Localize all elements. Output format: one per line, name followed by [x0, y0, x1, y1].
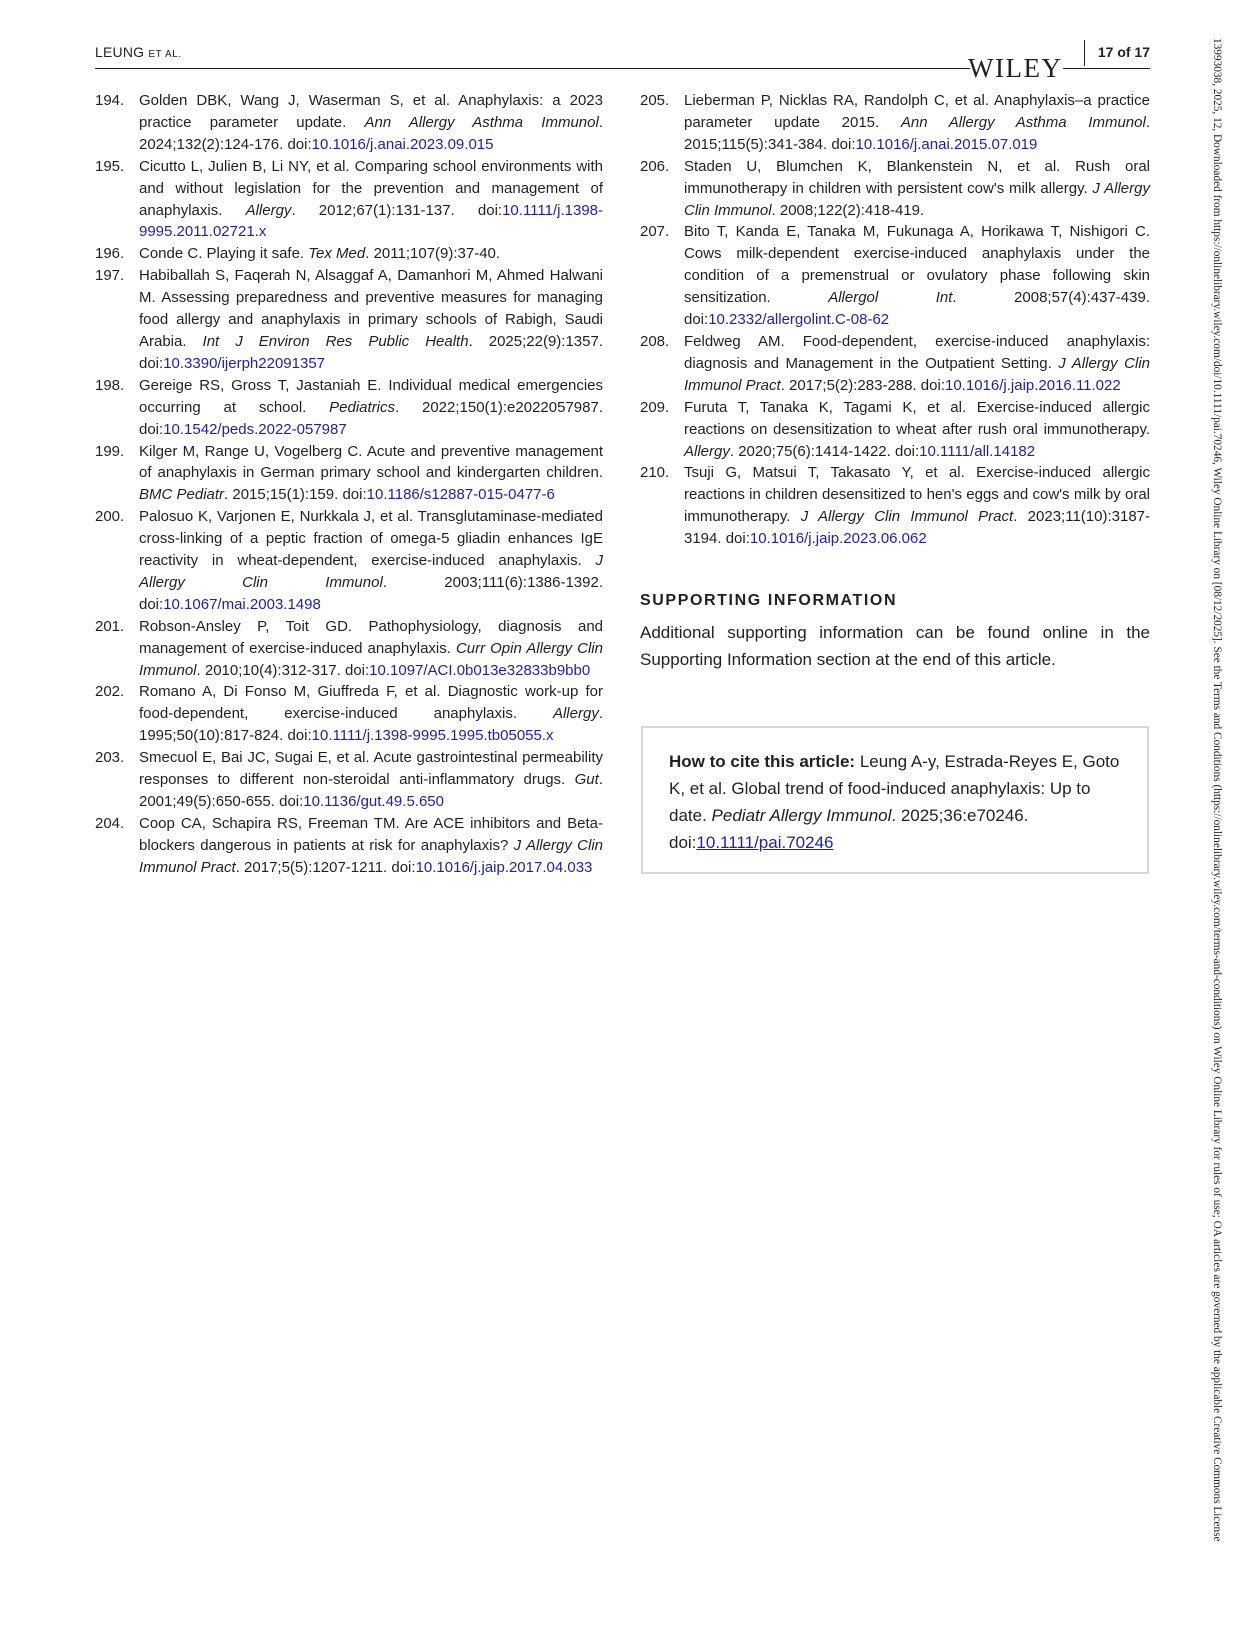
- reference-doi-link[interactable]: 10.2332/allergolint.C-08-62: [708, 311, 890, 329]
- reference-item: [95, 616, 603, 682]
- reference-details: . 2003;111(6):1386-1392. doi:: [139, 573, 603, 613]
- reference-details: . 2015;15(1):159. doi:: [224, 486, 367, 504]
- download-notice: 13993038, 2025, 12, Downloaded from https://onlinelibrary.wiley.com/doi/10.1111/pai.70246, Wiley Online Library on [08/12/2025]. See the Terms and Conditions (https://onlinelibrary.wiley.com/terms-and-conditions) on Wiley Online Library for rules of use; OA articles are governed by the applicable Creative Commons License: [1211, 38, 1223, 1542]
- reference-item: [95, 375, 603, 441]
- citation-text: [669, 748, 1129, 856]
- reference-details: . 1995;50(10):817-824. doi:: [139, 705, 603, 745]
- reference-text: Kilger M, Range U, Vogelberg C. Acute and preventive management of anaphylaxis in German primary school and kindergarten children.: [139, 442, 603, 482]
- reference-details: . 2020;75(6):1414-1422. doi:: [729, 442, 920, 460]
- reference-number: 202.: [95, 683, 125, 701]
- wiley-logo: WILEY: [968, 53, 1063, 83]
- reference-doi-link[interactable]: 10.1016/j.jaip.2016.11.022: [945, 376, 1121, 394]
- citation-label: How to cite this article:: [669, 752, 856, 771]
- reference-number: 195.: [95, 157, 125, 175]
- reference-text: Tsuji G, Matsui T, Takasato Y, et al. Exercise-induced allergic reactions in children desensitized to hen's eggs and cow's milk by oral immunotherapy.: [684, 464, 1150, 526]
- reference-item: [640, 462, 1150, 550]
- reference-doi-link[interactable]: 10.1067/mai.2003.1498: [163, 595, 321, 613]
- reference-text: Conde C. Playing it safe.: [139, 245, 309, 263]
- reference-text: Golden DBK, Wang J, Waserman S, et al. Anaphylaxis: a 2023 practice parameter update.: [139, 92, 603, 131]
- citation-authors: Leung A-y, Estrada-Reyes E, Goto K, et al. Global trend of food-induced anaphylaxis: Up to date.: [669, 752, 1120, 825]
- reference-number: 209.: [640, 398, 670, 416]
- reference-journal: Gut: [574, 771, 599, 789]
- reference-doi-link[interactable]: 10.1111/j.1398-9995.1995.tb05055.x: [311, 727, 554, 745]
- reference-details: . 2017;5(5):1207-1211. doi:: [235, 858, 416, 876]
- supporting-information-text: Additional supporting information can be found online in the Supporting Information section at the end of this article.: [640, 623, 1150, 669]
- citation-journal: Pediatr Allergy Immunol: [711, 806, 892, 825]
- reference-details: . 2010;10(4):312-317. doi:: [196, 661, 370, 679]
- reference-details: . 2017;5(2):283-288. doi:: [780, 376, 945, 394]
- reference-item: [95, 747, 603, 813]
- reference-text: Palosuo K, Varjonen E, Nurkkala J, et al. Transglutaminase-mediated cross-linking of a peptic fraction of omega-5 gliadin enhances IgE reactivity in wheat-dependent, exercise-induced anaphylaxis.: [139, 508, 603, 570]
- references-left-column: [95, 90, 603, 879]
- reference-item: [95, 441, 603, 507]
- reference-details: . 2023;11(10):3187-3194. doi:: [684, 508, 1151, 548]
- page-header: [95, 44, 1150, 83]
- reference-number: 203.: [95, 749, 125, 767]
- reference-details: . 2025;22(9):1357. doi:: [139, 332, 604, 372]
- reference-number: 194.: [95, 92, 125, 109]
- reference-journal: Allergy: [552, 705, 599, 723]
- reference-details: . 2012;67(1):131-137. doi:: [291, 201, 503, 219]
- reference-item: [640, 221, 1150, 331]
- reference-doi-link[interactable]: 10.1111/j.1398-9995.2011.02721.x: [139, 201, 604, 241]
- reference-journal: BMC Pediatr: [139, 486, 225, 504]
- reference-number: 207.: [640, 223, 670, 241]
- reference-doi-link[interactable]: 10.1016/j.anai.2023.09.015: [311, 135, 494, 153]
- reference-text: Gereige RS, Gross T, Jastaniah E. Individual medical emergencies occurring at school.: [139, 376, 603, 416]
- reference-doi-link[interactable]: 10.1016/j.jaip.2017.04.033: [415, 858, 593, 876]
- citation-box: [641, 726, 1149, 874]
- reference-journal: Allergol Int: [828, 289, 953, 307]
- reference-item: [640, 331, 1150, 397]
- citation-details: . 2025;36:e70246. doi:: [669, 806, 1029, 852]
- reference-journal: Curr Opin Allergy Clin Immunol: [139, 639, 603, 679]
- reference-text: Cicutto L, Julien B, Li NY, et al. Comparing school environments with and without legislation for the prevention and management of anaphylaxis.: [139, 157, 603, 219]
- reference-item: [95, 265, 603, 375]
- reference-item: [95, 813, 603, 879]
- supporting-information-heading: SUPPORTING INFORMATION: [640, 592, 898, 609]
- reference-journal: Tex Med: [308, 245, 366, 263]
- reference-item: [640, 90, 1150, 156]
- running-head: [95, 44, 182, 60]
- reference-journal: J Allergy Clin Immunol Pract: [684, 354, 1150, 394]
- reference-number: 206.: [640, 157, 670, 175]
- reference-number: 196.: [95, 245, 125, 263]
- reference-number: 198.: [95, 376, 125, 394]
- reference-doi-link[interactable]: 10.1016/j.anai.2015.07.019: [855, 135, 1038, 153]
- reference-text: Furuta T, Tanaka K, Tagami K, et al. Exercise-induced allergic reactions on desensitization to wheat after rush oral immunotherapy.: [684, 398, 1150, 438]
- reference-doi-link[interactable]: 10.1016/j.jaip.2023.06.062: [749, 530, 927, 548]
- reference-details: . 2008;122(2):418-419.: [771, 201, 925, 219]
- header-rule: [95, 68, 970, 69]
- reference-number: 199.: [95, 442, 125, 460]
- reference-text: Coop CA, Schapira RS, Freeman TM. Are ACE inhibitors and Beta-blockers dangerous in patients at risk for anaphylaxis?: [139, 814, 603, 854]
- reference-journal: J Allergy Clin Immunol: [684, 179, 1150, 219]
- reference-journal: Pediatrics: [329, 398, 396, 416]
- reference-item: [640, 397, 1150, 463]
- reference-item: [95, 243, 603, 265]
- reference-details: . 2011;107(9):37-40.: [365, 245, 501, 263]
- reference-journal: Ann Allergy Asthma Immunol: [364, 113, 599, 131]
- reference-text: Romano A, Di Fonso M, Giuffreda F, et al. Diagnostic work-up for food-dependent, exercise-induced anaphylaxis.: [139, 683, 603, 723]
- reference-text: Bito T, Kanda E, Tanaka M, Fukunaga A, Horikawa T, Nishigori C. Cows milk-dependent exercise-induced anaphylaxis under the condition of a premenstrual or ovulatory phase following skin sensitization.: [684, 223, 1150, 307]
- reference-journal: J Allergy Clin Immunol: [139, 552, 603, 591]
- reference-text: Staden U, Blumchen K, Blankenstein N, et al. Rush oral immunotherapy in children with persistent cow's milk allergy.: [684, 157, 1150, 197]
- reference-number: 208.: [640, 332, 670, 350]
- reference-doi-link[interactable]: 10.1097/ACI.0b013e32833b9bb0: [369, 661, 591, 679]
- reference-text: Feldweg AM. Food-dependent, exercise-induced anaphylaxis: diagnosis and Management in the Outpatient Setting.: [684, 332, 1150, 372]
- reference-number: 201.: [95, 617, 125, 635]
- reference-details: . 2024;132(2):124-176. doi:: [139, 113, 603, 153]
- reference-doi-link[interactable]: 10.1186/s12887-015-0477-6: [366, 486, 555, 504]
- reference-number: 197.: [95, 267, 125, 285]
- reference-number: 204.: [95, 814, 125, 832]
- reference-journal: Allergy: [684, 442, 730, 460]
- running-head-author: LEUNG: [95, 44, 145, 60]
- reference-number: 210.: [640, 464, 670, 482]
- reference-details: . 2022;150(1):e2022057987. doi:: [139, 398, 603, 438]
- citation-doi-link[interactable]: 10.1111/pai.70246: [696, 833, 834, 852]
- reference-journal: Ann Allergy Asthma Immunol: [900, 113, 1146, 131]
- reference-text: Habiballah S, Faqerah N, Alsaggaf A, Damanhori M, Ahmed Halwani M. Assessing preparedness and preventive measures for managing food allergy and anaphylaxis in primary schools of Rabigh, Saudi Arabia.: [139, 267, 603, 350]
- reference-details: . 2008;57(4):437-439. doi:: [684, 289, 1150, 329]
- reference-doi-link[interactable]: 10.3390/ijerph22091357: [163, 354, 326, 372]
- reference-item: [95, 506, 603, 616]
- reference-text: Lieberman P, Nicklas RA, Randolph C, et al. Anaphylaxis–a practice parameter update 2015.: [684, 92, 1150, 131]
- reference-details: . 2001;49(5):650-655. doi:: [139, 771, 603, 810]
- reference-journal: Int J Environ Res Public Health: [202, 332, 469, 350]
- reference-journal: J Allergy Clin Immunol Pract: [800, 508, 1014, 526]
- running-head-suffix: ET AL.: [148, 49, 182, 60]
- reference-doi-link[interactable]: 10.1136/gut.49.5.650: [303, 793, 444, 810]
- reference-doi-link[interactable]: 10.1111/all.14182: [919, 442, 1036, 460]
- page-number: 17 of 17: [1097, 44, 1150, 60]
- reference-details: . 2015;115(5):341-384. doi:: [684, 113, 1150, 153]
- reference-doi-link[interactable]: 10.1542/peds.2022-057987: [163, 420, 347, 438]
- reference-number: 205.: [640, 92, 670, 109]
- references-right-column: [640, 90, 1150, 550]
- reference-number: 200.: [95, 508, 125, 526]
- reference-item: [95, 681, 603, 747]
- reference-item: [95, 90, 603, 156]
- reference-item: [640, 156, 1150, 222]
- reference-text: Robson-Ansley P, Toit GD. Pathophysiology, diagnosis and management of exercise-induced anaphylaxis.: [139, 617, 603, 657]
- reference-text: Smecuol E, Bai JC, Sugai E, et al. Acute gastrointestinal permeability responses to different non-steroidal anti-inflammatory drugs.: [139, 749, 603, 789]
- reference-journal: Allergy: [245, 201, 292, 219]
- header-rule-right: [1063, 68, 1150, 69]
- reference-item: [95, 156, 603, 244]
- reference-journal: J Allergy Clin Immunol Pract: [139, 836, 604, 876]
